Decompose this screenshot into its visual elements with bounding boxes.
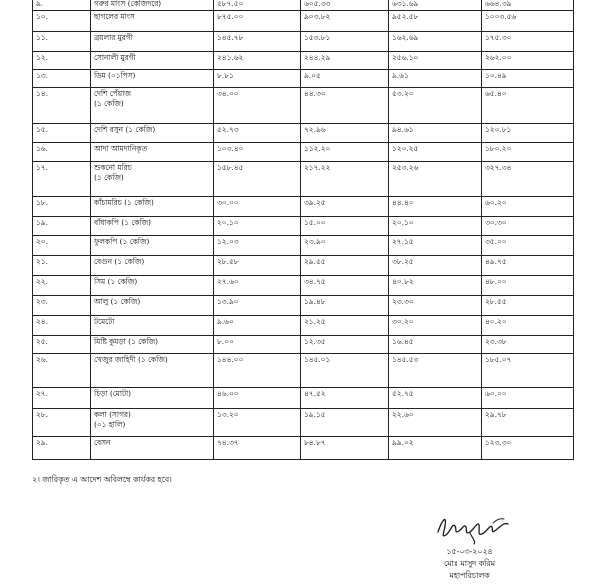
table-row bbox=[33, 217, 574, 236]
price-cell: ১৫৩.৮১ bbox=[301, 32, 389, 52]
price-cell: ৯.৬১ bbox=[389, 70, 482, 88]
price-cell: ৮৭৫.০০ bbox=[214, 11, 301, 32]
price-cell: ২৪১.৬২ bbox=[214, 52, 301, 70]
order-note: ২। জারিকৃত এ আদেশ অবিলম্বে কার্যকর হবে। bbox=[32, 475, 172, 484]
price-cell: ১৪৫.৫৩ bbox=[389, 354, 482, 388]
serial-cell: ২৪. bbox=[33, 316, 91, 336]
price-cell: ২৫৩.২৬ bbox=[389, 162, 482, 197]
signature-date: ১৫-০৩-২০২৪ bbox=[446, 547, 493, 556]
price-cell: ৩৪.০০ bbox=[214, 88, 301, 124]
price-cell: ২৫৬.১০ bbox=[389, 52, 482, 70]
table-row bbox=[33, 0, 574, 11]
serial-cell: ৯. bbox=[33, 0, 91, 11]
price-cell: ১২৩.৩০ bbox=[482, 437, 574, 460]
item-cell: বাঁধাকপি (১ কেজি) bbox=[91, 217, 214, 236]
price-cell: ৩২৭.৩৪ bbox=[482, 162, 574, 197]
price-cell: ৫৮৭.৫০ bbox=[214, 0, 301, 11]
table-row bbox=[33, 236, 574, 256]
item-cell: শুকনো মরিচ (১ কেজি) bbox=[91, 162, 214, 197]
table-row bbox=[33, 388, 574, 409]
price-cell: ১৯.১৫ bbox=[301, 409, 389, 437]
price-cell: ১৬২.৬৯ bbox=[389, 32, 482, 52]
price-cell: ১২.০৩ bbox=[214, 236, 301, 256]
serial-cell: ২৩. bbox=[33, 296, 91, 316]
table-row bbox=[33, 256, 574, 276]
price-cell: ৯৪.৬১ bbox=[389, 124, 482, 143]
serial-cell: ১০. bbox=[33, 11, 91, 32]
price-cell: ৪৪.৩০ bbox=[301, 88, 389, 124]
item-cell: কলা (সাগর) (০১ হালি) bbox=[91, 409, 214, 437]
price-cell: ৬৬৪.৩৯ bbox=[482, 0, 574, 11]
price-cell: ২৯.৭৮ bbox=[482, 409, 574, 437]
price-cell: ৮.৮১ bbox=[214, 70, 301, 88]
signatory-designation: মহাপরিচালক bbox=[449, 571, 490, 580]
price-cell: ২১.২৫ bbox=[301, 316, 389, 336]
price-cell: ২৮.৫৫ bbox=[482, 296, 574, 316]
price-cell: ১১২.২০ bbox=[301, 143, 389, 162]
price-cell: ৮৪.৮৭ bbox=[301, 437, 389, 460]
price-cell: ৬৫.৪০ bbox=[482, 88, 574, 124]
price-cell: ১০.৪৯ bbox=[482, 70, 574, 88]
price-cell: ১৪৫.৭৮ bbox=[214, 32, 301, 52]
price-cell: ৩৯.২৫ bbox=[301, 197, 389, 217]
price-cell: ১৭৫.৩০ bbox=[482, 32, 574, 52]
item-cell: সোনালী মুরগী bbox=[91, 52, 214, 70]
price-cell: ১৩.৯০ bbox=[214, 296, 301, 316]
table-row bbox=[33, 162, 574, 197]
signature-image bbox=[432, 506, 518, 546]
price-cell: ২৭.১৫ bbox=[389, 236, 482, 256]
price-cell: ৬০.০০ bbox=[482, 388, 574, 409]
table-row bbox=[33, 88, 574, 124]
price-cell: ৪৯.৭৫ bbox=[482, 256, 574, 276]
item-cell: বেগুন (১ কেজি) bbox=[91, 256, 214, 276]
serial-cell: ১৮. bbox=[33, 197, 91, 217]
price-cell: ২২.৬০ bbox=[389, 409, 482, 437]
price-cell: ৪৮.০০ bbox=[482, 276, 574, 296]
item-cell: খেজুর জাহিদী (১ কেজি) bbox=[91, 354, 214, 388]
price-cell: ২৮.৫৮ bbox=[214, 256, 301, 276]
signatory-name: মোঃ মাসুদ করিম bbox=[444, 559, 496, 568]
serial-cell: ২৯. bbox=[33, 437, 91, 460]
price-cell: ৫২.৭৩ bbox=[214, 124, 301, 143]
serial-cell: ১১. bbox=[33, 32, 91, 52]
serial-cell: ১৬. bbox=[33, 143, 91, 162]
price-cell: ৯৯.০২ bbox=[389, 437, 482, 460]
price-cell: ১২০.৮১ bbox=[482, 124, 574, 143]
item-cell: ব্রয়লার মুরগী bbox=[91, 32, 214, 52]
table-row bbox=[33, 70, 574, 88]
price-cell: ৬০৫.৩৩ bbox=[301, 0, 389, 11]
serial-cell: ২৫. bbox=[33, 336, 91, 354]
price-cell: ১২.৩৫ bbox=[301, 336, 389, 354]
serial-cell: ২৭. bbox=[33, 388, 91, 409]
item-cell: কাঁচামরিচ (১ কেজি) bbox=[91, 197, 214, 217]
serial-cell: ২০. bbox=[33, 236, 91, 256]
price-cell: ৯.০৫ bbox=[301, 70, 389, 88]
serial-cell: ২৮. bbox=[33, 409, 91, 437]
price-cell: ১৬.৪৫ bbox=[389, 336, 482, 354]
serial-cell: ১৪. bbox=[33, 88, 91, 124]
signature-block bbox=[444, 546, 495, 582]
price-cell: ৩০.৩০ bbox=[482, 217, 574, 236]
item-cell: গরুর মাংস (কেজিদরে) bbox=[91, 0, 214, 11]
price-cell: ২৪৪.২৯ bbox=[301, 52, 389, 70]
price-table-body bbox=[33, 0, 574, 460]
price-cell: ১৮৫.০৭ bbox=[482, 354, 574, 388]
serial-cell: ২২. bbox=[33, 276, 91, 296]
price-cell: ২৩.৩৮ bbox=[482, 336, 574, 354]
table-row bbox=[33, 143, 574, 162]
price-cell: ১৯.৪৮ bbox=[301, 296, 389, 316]
table-row bbox=[33, 409, 574, 437]
item-cell: দেশি পেঁয়াজ (১ কেজি) bbox=[91, 88, 214, 124]
price-cell: ৫৩.২০ bbox=[389, 88, 482, 124]
serial-cell: ২৬. bbox=[33, 354, 91, 388]
price-cell: ১২০.২৫ bbox=[389, 143, 482, 162]
item-cell: টমেটো bbox=[91, 316, 214, 336]
price-cell: ১০০৩.৫৬ bbox=[482, 11, 574, 32]
price-cell: ৩০.০০ bbox=[214, 197, 301, 217]
table-row bbox=[33, 11, 574, 32]
table-row bbox=[33, 296, 574, 316]
item-cell: আলু (১ কেজি) bbox=[91, 296, 214, 316]
serial-cell: ১৯. bbox=[33, 217, 91, 236]
price-cell: ৩০.২০ bbox=[389, 316, 482, 336]
table-row bbox=[33, 336, 574, 354]
price-cell: ৬০.২০ bbox=[482, 197, 574, 217]
price-cell: ২০.১০ bbox=[214, 217, 301, 236]
price-cell: ১৮০.২০ bbox=[482, 143, 574, 162]
item-cell: ডিম (০১পিস) bbox=[91, 70, 214, 88]
price-cell: ৬৩১.৬৯ bbox=[389, 0, 482, 11]
price-cell: ১৪৫.০১ bbox=[301, 354, 389, 388]
price-cell: ১০৩.৪০ bbox=[214, 143, 301, 162]
serial-cell: ১৭. bbox=[33, 162, 91, 197]
price-cell: ৪০.২০ bbox=[482, 316, 574, 336]
price-cell: ৯০৩.৮২ bbox=[301, 11, 389, 32]
serial-cell: ২১. bbox=[33, 256, 91, 276]
price-cell: ৭৪.৩৭ bbox=[214, 437, 301, 460]
serial-cell: ১৩. bbox=[33, 70, 91, 88]
price-cell: ২১৭.২২ bbox=[301, 162, 389, 197]
price-cell: ৪৪.৪০ bbox=[389, 197, 482, 217]
item-cell: মিষ্টি কুমড়া (১ কেজি) bbox=[91, 336, 214, 354]
serial-cell: ১২. bbox=[33, 52, 91, 70]
price-cell: ৩৮.২৫ bbox=[389, 256, 482, 276]
price-cell: ৯৫২.৫৮ bbox=[389, 11, 482, 32]
table-row bbox=[33, 32, 574, 52]
item-cell: বেসন bbox=[91, 437, 214, 460]
price-cell: ১৫৮.৪৫ bbox=[214, 162, 301, 197]
price-table bbox=[32, 0, 574, 460]
price-cell: ১৪৪.০০ bbox=[214, 354, 301, 388]
price-cell: ৭২.৯৬ bbox=[301, 124, 389, 143]
price-cell: ৯.৬০ bbox=[214, 316, 301, 336]
price-cell: ৩৪.৭৫ bbox=[301, 276, 389, 296]
table-row bbox=[33, 52, 574, 70]
price-cell: ২৩.৩০ bbox=[389, 296, 482, 316]
price-cell: ৪৭.৫২ bbox=[301, 388, 389, 409]
table-row bbox=[33, 276, 574, 296]
item-cell: চিড়া (মোটা) bbox=[91, 388, 214, 409]
price-cell: ২৭.৬০ bbox=[214, 276, 301, 296]
price-cell: ১৫.০০ bbox=[301, 217, 389, 236]
table-row bbox=[33, 437, 574, 460]
item-cell: দেশি রসুন (১ কেজি) bbox=[91, 124, 214, 143]
price-cell: ৮.০০ bbox=[214, 336, 301, 354]
price-cell: ২৯.৫৫ bbox=[301, 256, 389, 276]
price-cell: ২৬২.০০ bbox=[482, 52, 574, 70]
table-row bbox=[33, 354, 574, 388]
item-cell: সিম (১ কেজি) bbox=[91, 276, 214, 296]
table-row bbox=[33, 197, 574, 217]
price-cell: ৪৬.০০ bbox=[214, 388, 301, 409]
item-cell: ফুলকপি (১ কেজি) bbox=[91, 236, 214, 256]
price-cell: ৫২.৭৫ bbox=[389, 388, 482, 409]
table-row bbox=[33, 124, 574, 143]
price-cell: ৪০.৮২ bbox=[389, 276, 482, 296]
table-row bbox=[33, 316, 574, 336]
serial-cell: ১৫. bbox=[33, 124, 91, 143]
price-cell: ১৩.২০ bbox=[214, 409, 301, 437]
price-cell: ৩৫.০০ bbox=[482, 236, 574, 256]
item-cell: ছাগলের মাংস bbox=[91, 11, 214, 32]
item-cell: আদা আমদানিকৃত bbox=[91, 143, 214, 162]
price-cell: ২০.১০ bbox=[389, 217, 482, 236]
price-cell: ২৩.৯০ bbox=[301, 236, 389, 256]
